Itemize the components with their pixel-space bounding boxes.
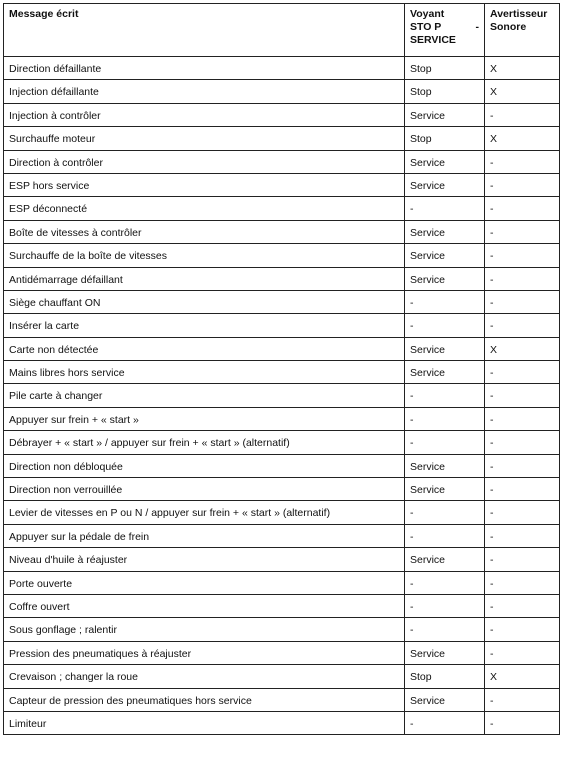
cell-message: Débrayer + « start » / appuyer sur frein + « start » (alternatif) (4, 431, 405, 454)
cell-message: Niveau d'huile à réajuster (4, 548, 405, 571)
cell-sonore: X (485, 127, 560, 150)
cell-voyant: - (405, 431, 485, 454)
cell-voyant: - (405, 711, 485, 734)
cell-sonore: - (485, 688, 560, 711)
cell-sonore: - (485, 431, 560, 454)
cell-sonore: - (485, 290, 560, 313)
cell-sonore: - (485, 267, 560, 290)
table-row (4, 361, 560, 384)
cell-voyant: Service (405, 454, 485, 477)
cell-voyant: - (405, 524, 485, 547)
cell-message: Injection défaillante (4, 80, 405, 103)
cell-voyant: - (405, 618, 485, 641)
table-row (4, 524, 560, 547)
cell-voyant: - (405, 384, 485, 407)
header-voyant (405, 4, 485, 57)
header-avertisseur (485, 4, 560, 57)
cell-message: Direction défaillante (4, 57, 405, 80)
table-row (4, 665, 560, 688)
cell-voyant: - (405, 571, 485, 594)
cell-sonore: - (485, 314, 560, 337)
table-row (4, 150, 560, 173)
cell-voyant: - (405, 197, 485, 220)
table-body (4, 57, 560, 735)
cell-sonore: - (485, 361, 560, 384)
cell-message: Sous gonflage ; ralentir (4, 618, 405, 641)
cell-voyant: Stop (405, 665, 485, 688)
table-row (4, 197, 560, 220)
cell-message: Limiteur (4, 711, 405, 734)
table-row (4, 57, 560, 80)
header-voyant-line3: SERVICE (410, 34, 456, 46)
table-row (4, 431, 560, 454)
cell-sonore: - (485, 244, 560, 267)
cell-sonore: X (485, 57, 560, 80)
table-row (4, 454, 560, 477)
cell-message: Coffre ouvert (4, 594, 405, 617)
cell-message: Appuyer sur frein + « start » (4, 407, 405, 430)
cell-sonore: X (485, 665, 560, 688)
table-row (4, 688, 560, 711)
header-voyant-dash: - (475, 21, 479, 33)
cell-sonore: - (485, 173, 560, 196)
cell-message: Carte non détectée (4, 337, 405, 360)
cell-message: Crevaison ; changer la roue (4, 665, 405, 688)
cell-sonore: - (485, 548, 560, 571)
cell-voyant: Stop (405, 80, 485, 103)
cell-sonore: X (485, 80, 560, 103)
cell-message: Surchauffe moteur (4, 127, 405, 150)
cell-message: Antidémarrage défaillant (4, 267, 405, 290)
warning-messages-table (3, 3, 560, 735)
cell-voyant: Service (405, 548, 485, 571)
table-row (4, 314, 560, 337)
cell-voyant: Service (405, 150, 485, 173)
cell-message: Mains libres hors service (4, 361, 405, 384)
table-row (4, 501, 560, 524)
cell-message: ESP hors service (4, 173, 405, 196)
cell-message: Appuyer sur la pédale de frein (4, 524, 405, 547)
header-message (4, 4, 405, 57)
table-row (4, 711, 560, 734)
cell-message: Injection à contrôler (4, 103, 405, 126)
cell-sonore: - (485, 197, 560, 220)
cell-message: Pression des pneumatiques à réajuster (4, 641, 405, 664)
cell-voyant: Stop (405, 57, 485, 80)
cell-message: Surchauffe de la boîte de vitesses (4, 244, 405, 267)
cell-voyant: Service (405, 103, 485, 126)
table-row (4, 641, 560, 664)
header-voyant-line1: Voyant (410, 8, 445, 20)
cell-message: Siège chauffant ON (4, 290, 405, 313)
cell-sonore: - (485, 103, 560, 126)
cell-voyant: Service (405, 337, 485, 360)
cell-voyant: Service (405, 641, 485, 664)
cell-sonore: - (485, 618, 560, 641)
table-row (4, 618, 560, 641)
header-avertisseur-line2: Sonore (490, 21, 527, 33)
warning-messages-document (3, 3, 559, 735)
cell-message: Levier de vitesses en P ou N / appuyer sur frein + « start » (alternatif) (4, 501, 405, 524)
cell-voyant: - (405, 407, 485, 430)
cell-voyant: Service (405, 244, 485, 267)
table-row (4, 103, 560, 126)
cell-message: Direction à contrôler (4, 150, 405, 173)
cell-message: Pile carte à changer (4, 384, 405, 407)
cell-message: Direction non débloquée (4, 454, 405, 477)
cell-voyant: Service (405, 267, 485, 290)
cell-message: Direction non verrouillée (4, 478, 405, 501)
table-row (4, 548, 560, 571)
cell-voyant: Service (405, 220, 485, 243)
table-row (4, 478, 560, 501)
cell-sonore: X (485, 337, 560, 360)
header-voyant-line2-wrap (410, 21, 479, 34)
table-row (4, 244, 560, 267)
cell-sonore: - (485, 220, 560, 243)
header-avertisseur-line1: Avertisseur (490, 8, 548, 20)
header-message-label: Message écrit (9, 8, 79, 20)
cell-sonore: - (485, 478, 560, 501)
cell-message: Porte ouverte (4, 571, 405, 594)
cell-sonore: - (485, 711, 560, 734)
cell-message: Insérer la carte (4, 314, 405, 337)
cell-voyant: - (405, 501, 485, 524)
table-row (4, 571, 560, 594)
cell-voyant: Service (405, 361, 485, 384)
table-row (4, 384, 560, 407)
cell-sonore: - (485, 501, 560, 524)
table-row (4, 80, 560, 103)
cell-voyant: Service (405, 173, 485, 196)
cell-message: Boîte de vitesses à contrôler (4, 220, 405, 243)
cell-voyant: - (405, 314, 485, 337)
cell-sonore: - (485, 571, 560, 594)
table-row (4, 407, 560, 430)
cell-message: Capteur de pression des pneumatiques hors service (4, 688, 405, 711)
cell-sonore: - (485, 641, 560, 664)
table-row (4, 337, 560, 360)
table-row (4, 127, 560, 150)
cell-sonore: - (485, 407, 560, 430)
cell-voyant: Service (405, 688, 485, 711)
cell-sonore: - (485, 384, 560, 407)
table-row (4, 594, 560, 617)
cell-voyant: Service (405, 478, 485, 501)
table-row (4, 267, 560, 290)
cell-voyant: - (405, 290, 485, 313)
cell-sonore: - (485, 454, 560, 477)
header-voyant-line2: STO P (410, 21, 442, 33)
cell-voyant: Stop (405, 127, 485, 150)
cell-sonore: - (485, 594, 560, 617)
cell-voyant: - (405, 594, 485, 617)
cell-sonore: - (485, 524, 560, 547)
table-row (4, 220, 560, 243)
table-row (4, 173, 560, 196)
table-row (4, 290, 560, 313)
table-header-row (4, 4, 560, 57)
cell-message: ESP déconnecté (4, 197, 405, 220)
cell-sonore: - (485, 150, 560, 173)
